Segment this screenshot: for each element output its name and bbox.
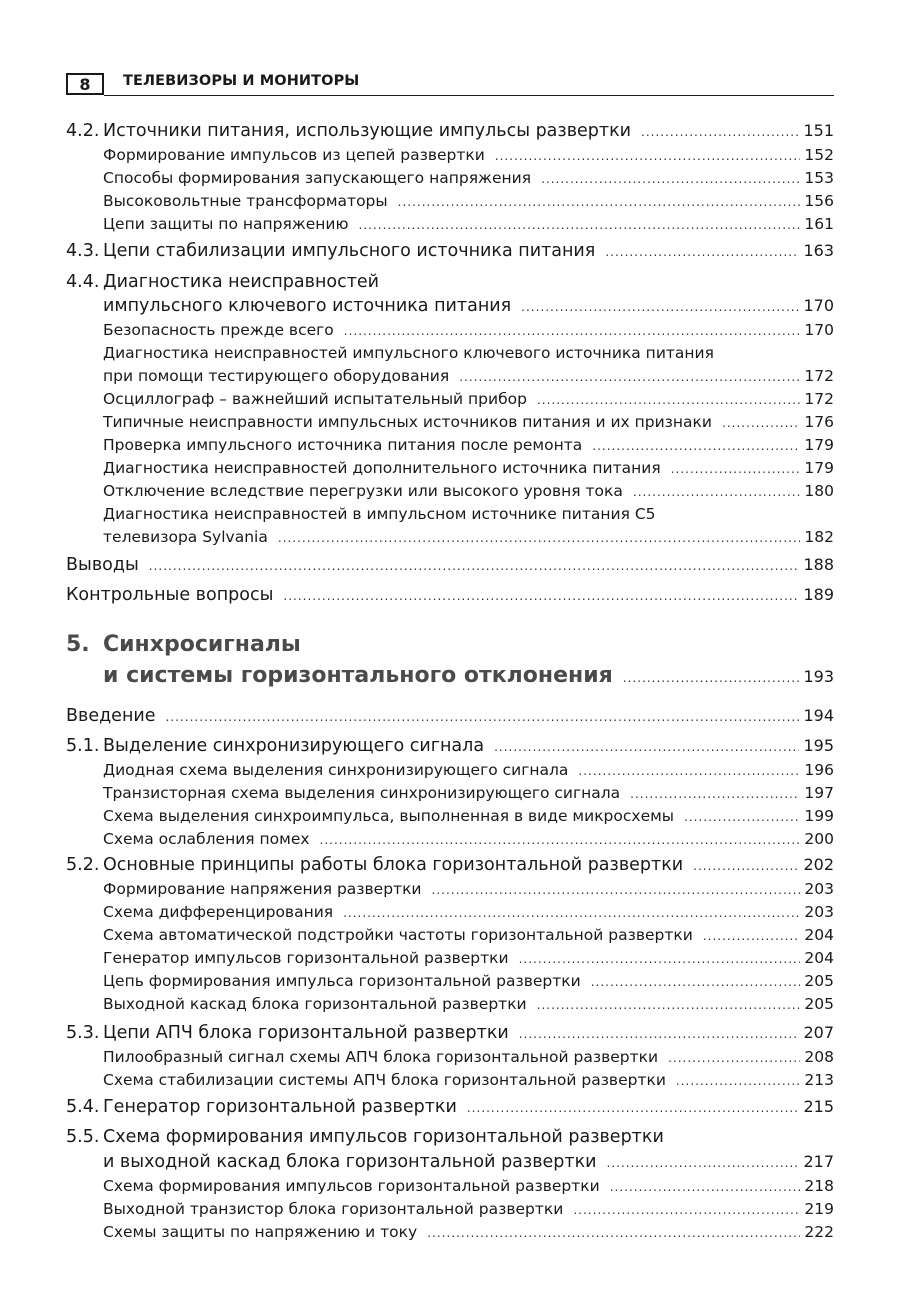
toc-subentry[interactable] <box>103 830 834 848</box>
toc-subentry[interactable] <box>103 436 834 454</box>
page-ref: 179 <box>804 459 834 477</box>
toc-entry-5-5-line1[interactable] <box>66 1127 664 1147</box>
section-number: 4.2. <box>66 121 100 141</box>
subsection-title: Способы формирования запускающего напряжения <box>103 169 532 187</box>
toc-subentry[interactable] <box>103 784 834 802</box>
chapter-5-heading-line2[interactable] <box>103 663 834 688</box>
subsection-title: Схема выделения синхроимпульса, выполненная в виде микросхемы <box>103 807 675 825</box>
section-title: Источники питания, использующие импульсы развертки <box>103 121 632 141</box>
page-ref: 153 <box>804 169 834 187</box>
chapter-5-heading[interactable] <box>66 632 834 657</box>
section-title-line1: Схема формирования импульсов горизонтальной развертки <box>103 1127 664 1147</box>
subsection-title: Выходной транзистор блока горизонтальной развертки <box>103 1200 564 1218</box>
toc-subentry[interactable] <box>103 1223 834 1241</box>
subsection-title: Диагностика неисправностей дополнительного источника питания <box>103 459 661 477</box>
page-ref: 195 <box>803 736 834 755</box>
subsection-title: телевизора Sylvania <box>103 528 268 546</box>
section-title-line2: импульсного ключевого источника питания <box>103 296 512 316</box>
toc-entry-questions[interactable] <box>66 585 834 605</box>
page-ref: 219 <box>804 1200 834 1218</box>
page-ref: 203 <box>804 880 834 898</box>
page-ref: 172 <box>804 390 834 408</box>
toc-subentry[interactable] <box>103 169 834 187</box>
page-ref: 182 <box>804 528 834 546</box>
page-ref: 193 <box>803 667 834 686</box>
dot-leader <box>610 1180 801 1194</box>
subsection-title: Пилообразный сигнал схемы АПЧ блока горизонтальной развертки <box>103 1048 659 1066</box>
section-title-line1: Диагностика неисправностей <box>103 272 380 292</box>
toc-subentry[interactable] <box>103 995 834 1013</box>
page-ref: 200 <box>804 830 834 848</box>
dot-leader <box>427 1226 800 1240</box>
dot-leader <box>494 740 799 754</box>
toc-subentry[interactable] <box>103 390 834 408</box>
section-number: 5.4. <box>66 1097 100 1117</box>
section-title-line2: и выходной каскад блока горизонтальной развертки <box>103 1152 597 1172</box>
page-ref: 218 <box>804 1177 834 1195</box>
page-ref: 170 <box>804 321 834 339</box>
section-number: 4.3. <box>66 241 100 261</box>
page-ref: 205 <box>804 995 834 1013</box>
dot-leader <box>537 393 800 407</box>
toc-entry-conclusions[interactable] <box>66 555 834 575</box>
toc-subentry[interactable] <box>103 413 834 431</box>
chapter-title-line2: и системы горизонтального отклонения <box>103 663 613 688</box>
dot-leader <box>278 531 801 545</box>
dot-leader <box>283 589 799 603</box>
toc-entry-4-2[interactable] <box>66 121 834 141</box>
dot-leader <box>684 810 800 824</box>
dot-leader <box>359 218 801 232</box>
subsection-title: Высоковольтные трансформаторы <box>103 192 388 210</box>
toc-subentry[interactable] <box>103 482 834 500</box>
toc-subentry[interactable] <box>103 1071 834 1089</box>
page-ref: 205 <box>804 972 834 990</box>
dot-leader <box>668 1051 800 1065</box>
dot-leader <box>521 300 799 314</box>
toc-subentry[interactable] <box>103 1200 834 1218</box>
page-ref: 156 <box>804 192 834 210</box>
page-ref: 215 <box>803 1097 834 1116</box>
page-ref: 196 <box>804 761 834 779</box>
subsection-title: Цепи защиты по напряжению <box>103 215 349 233</box>
toc-subentry-line1: Диагностика неисправностей импульсного ключевого источника питания <box>103 344 714 362</box>
toc-subentry[interactable] <box>103 949 834 967</box>
chapter-title-line1: Синхросигналы <box>103 632 301 657</box>
page-ref: 163 <box>803 241 834 260</box>
page-ref: 194 <box>803 706 834 725</box>
section-title: Основные принципы работы блока горизонтальной развертки <box>103 855 684 875</box>
section-number: 5.2. <box>66 855 100 875</box>
toc-entry-intro[interactable] <box>66 706 834 726</box>
subsection-title: Отключение вследствие перегрузки или высокого уровня тока <box>103 482 623 500</box>
subsection-title: Цепь формирования импульса горизонтальной развертки <box>103 972 581 990</box>
toc-subentry[interactable] <box>103 761 834 779</box>
dot-leader <box>149 559 800 573</box>
chapter-number: 5. <box>66 632 90 657</box>
dot-leader <box>630 787 800 801</box>
section-number: 4.4. <box>66 272 100 292</box>
toc-entry-5-2[interactable] <box>66 855 834 875</box>
subsection-title: Проверка импульсного источника питания после ремонта <box>103 436 583 454</box>
subsection-title: Безопасность прежде всего <box>103 321 334 339</box>
subsection-title: Типичные неисправности импульсных источников питания и их признаки <box>103 413 712 431</box>
dot-leader <box>344 324 801 338</box>
page-ref: 189 <box>803 585 834 604</box>
toc-subentry[interactable] <box>103 1177 834 1195</box>
dot-leader <box>722 416 800 430</box>
dot-leader <box>676 1074 801 1088</box>
page-ref: 202 <box>803 855 834 874</box>
toc-subentry[interactable] <box>103 972 834 990</box>
section-number: 5.3. <box>66 1023 100 1043</box>
subsection-title: Формирование импульсов из цепей развертки <box>103 146 485 164</box>
subsection-title: Выходной каскад блока горизонтальной развертки <box>103 995 527 1013</box>
toc-subentry[interactable] <box>103 880 834 898</box>
subsection-title: Диодная схема выделения синхронизирующего сигнала <box>103 761 569 779</box>
toc-entry-5-3[interactable] <box>66 1023 834 1043</box>
toc-subentry[interactable] <box>103 459 834 477</box>
toc-subentry[interactable] <box>103 1048 834 1066</box>
page-ref: 172 <box>804 367 834 385</box>
toc-entry-4-3[interactable] <box>66 241 834 261</box>
dot-leader <box>641 125 799 139</box>
entry-title: Контрольные вопросы <box>66 585 274 605</box>
toc-subentry[interactable] <box>103 192 834 210</box>
page-ref: 197 <box>804 784 834 802</box>
dot-leader <box>605 245 799 259</box>
subsection-title: Формирование напряжения развертки <box>103 880 422 898</box>
toc-entry-4-4[interactable] <box>103 296 834 316</box>
dot-leader <box>519 952 801 966</box>
toc-subentry-line1: Диагностика неисправностей в импульсном источнике питания С5 <box>103 505 656 523</box>
toc-subentry[interactable] <box>103 926 834 944</box>
page-ref: 151 <box>803 121 834 140</box>
page-ref: 152 <box>804 146 834 164</box>
page-ref: 204 <box>804 949 834 967</box>
section-title: Выделение синхронизирующего сигнала <box>103 736 485 756</box>
page-ref: 199 <box>804 807 834 825</box>
page-ref: 203 <box>804 903 834 921</box>
page-ref: 179 <box>804 436 834 454</box>
dot-leader <box>459 370 800 384</box>
subsection-title: Схема стабилизации системы АПЧ блока горизонтальной развертки <box>103 1071 666 1089</box>
dot-leader <box>541 172 800 186</box>
section-number: 5.1. <box>66 736 100 756</box>
toc-subentry[interactable] <box>103 215 834 233</box>
dot-leader <box>703 929 801 943</box>
page-ref: 208 <box>804 1048 834 1066</box>
toc-entry-5-4[interactable] <box>66 1097 834 1117</box>
subsection-title: Генератор импульсов горизонтальной развертки <box>103 949 509 967</box>
page-ref: 204 <box>804 926 834 944</box>
subsection-title: Схема ослабления помех <box>103 830 310 848</box>
dot-leader <box>592 439 800 453</box>
page-number: 8 <box>66 73 104 95</box>
dot-leader <box>432 883 801 897</box>
dot-leader <box>578 764 800 778</box>
subsection-title: Схема дифференцирования <box>103 903 334 921</box>
toc-subentry[interactable] <box>103 321 834 339</box>
dot-leader <box>537 998 801 1012</box>
page-ref: 222 <box>804 1223 834 1241</box>
page-ref: 188 <box>803 555 834 574</box>
running-title: ТЕЛЕВИЗОРЫ И МОНИТОРЫ <box>123 73 360 89</box>
dot-leader <box>633 485 801 499</box>
section-title: Генератор горизонтальной развертки <box>103 1097 457 1117</box>
page-ref: 207 <box>803 1023 834 1042</box>
page-ref: 176 <box>804 413 834 431</box>
dot-leader <box>343 906 800 920</box>
entry-title: Введение <box>66 706 156 726</box>
toc-subentry[interactable] <box>103 903 834 921</box>
dot-leader <box>671 462 801 476</box>
dot-leader <box>398 195 801 209</box>
toc-entry-5-1[interactable] <box>66 736 834 756</box>
toc-subentry[interactable] <box>103 528 834 546</box>
entry-title: Выводы <box>66 555 139 575</box>
dot-leader <box>591 975 801 989</box>
subsection-title: при помощи тестирующего оборудования <box>103 367 450 385</box>
subsection-title: Схема автоматической подстройки частоты горизонтальной развертки <box>103 926 693 944</box>
dot-leader <box>693 859 799 873</box>
page-ref: 180 <box>804 482 834 500</box>
toc-subentry[interactable] <box>103 807 834 825</box>
dot-leader <box>320 833 801 847</box>
dot-leader <box>166 710 800 724</box>
toc-subentry[interactable] <box>103 146 834 164</box>
subsection-title: Осциллограф – важнейший испытательный прибор <box>103 390 527 408</box>
dot-leader <box>607 1156 800 1170</box>
page-ref: 161 <box>804 215 834 233</box>
page-ref: 217 <box>803 1152 834 1171</box>
section-title: Цепи АПЧ блока горизонтальной развертки <box>103 1023 509 1043</box>
toc-entry-4-4-line1[interactable] <box>66 272 379 292</box>
page-ref: 213 <box>804 1071 834 1089</box>
dot-leader <box>519 1027 800 1041</box>
subsection-title: Схема формирования импульсов горизонтальной развертки <box>103 1177 600 1195</box>
toc-subentry[interactable] <box>103 367 834 385</box>
dot-leader <box>467 1101 800 1115</box>
dot-leader <box>495 149 801 163</box>
toc-entry-5-5[interactable] <box>103 1152 834 1172</box>
page-ref: 170 <box>803 296 834 315</box>
section-title: Цепи стабилизации импульсного источника питания <box>103 241 596 261</box>
dot-leader <box>623 671 800 685</box>
section-number: 5.5. <box>66 1127 100 1147</box>
dot-leader <box>573 1203 800 1217</box>
subsection-title: Транзисторная схема выделения синхронизирующего сигнала <box>103 784 621 802</box>
subsection-title: Схемы защиты по напряжению и току <box>103 1223 418 1241</box>
